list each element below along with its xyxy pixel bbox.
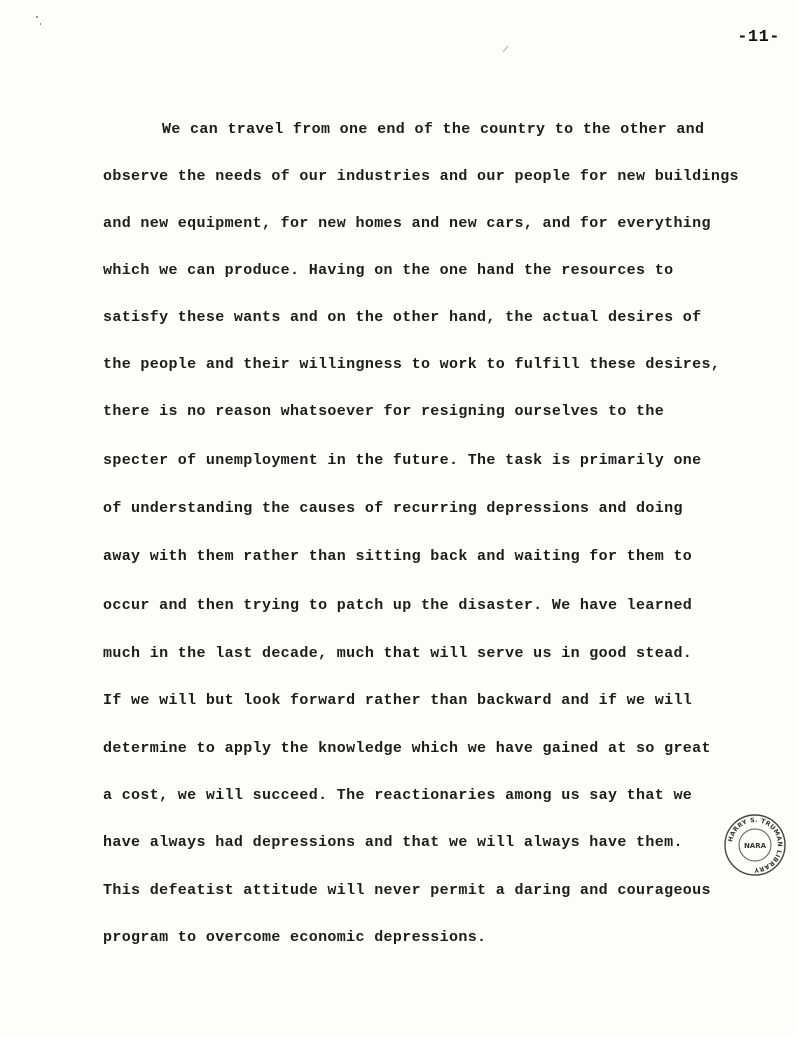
stamp-ring-text: HARRY S. TRUMAN LIBRARY [727, 816, 784, 874]
text-line: have always had depressions and that we will always have them. [103, 834, 683, 851]
stamp-center-text: NARA [743, 842, 767, 850]
library-stamp [722, 812, 788, 878]
text-line: If we will but look forward rather than backward and if we will [103, 692, 693, 709]
text-line: much in the last decade, much that will serve us in good stead. [103, 645, 693, 662]
text-line: of understanding the causes of recurring depressions and doing [103, 500, 683, 517]
text-line: the people and their willingness to work to fulfill these desires, [103, 356, 721, 373]
text-line: there is no reason whatsoever for resigning ourselves to the [103, 403, 665, 420]
page-number: -11- [737, 28, 780, 47]
text-line: specter of unemployment in the future. The task is primarily one [103, 452, 702, 469]
text-line: away with them rather than sitting back and waiting for them to [103, 548, 693, 565]
text-line: and new equipment, for new homes and new cars, and for everything [103, 215, 711, 232]
text-line: This defeatist attitude will never permit a daring and courageous [103, 882, 711, 899]
text-line: determine to apply the knowledge which we have gained at so great [103, 740, 711, 757]
text-line: which we can produce. Having on the one hand the resources to [103, 262, 674, 279]
text-line: satisfy these wants and on the other hand, the actual desires of [103, 309, 702, 326]
text-line: occur and then trying to patch up the disaster. We have learned [103, 597, 693, 614]
text-line: We can travel from one end of the country to the other and [162, 121, 705, 138]
text-line: program to overcome economic depressions. [103, 929, 487, 946]
text-line: a cost, we will succeed. The reactionaries among us say that we [103, 787, 693, 804]
text-line: observe the needs of our industries and our people for new buildings [103, 168, 739, 185]
